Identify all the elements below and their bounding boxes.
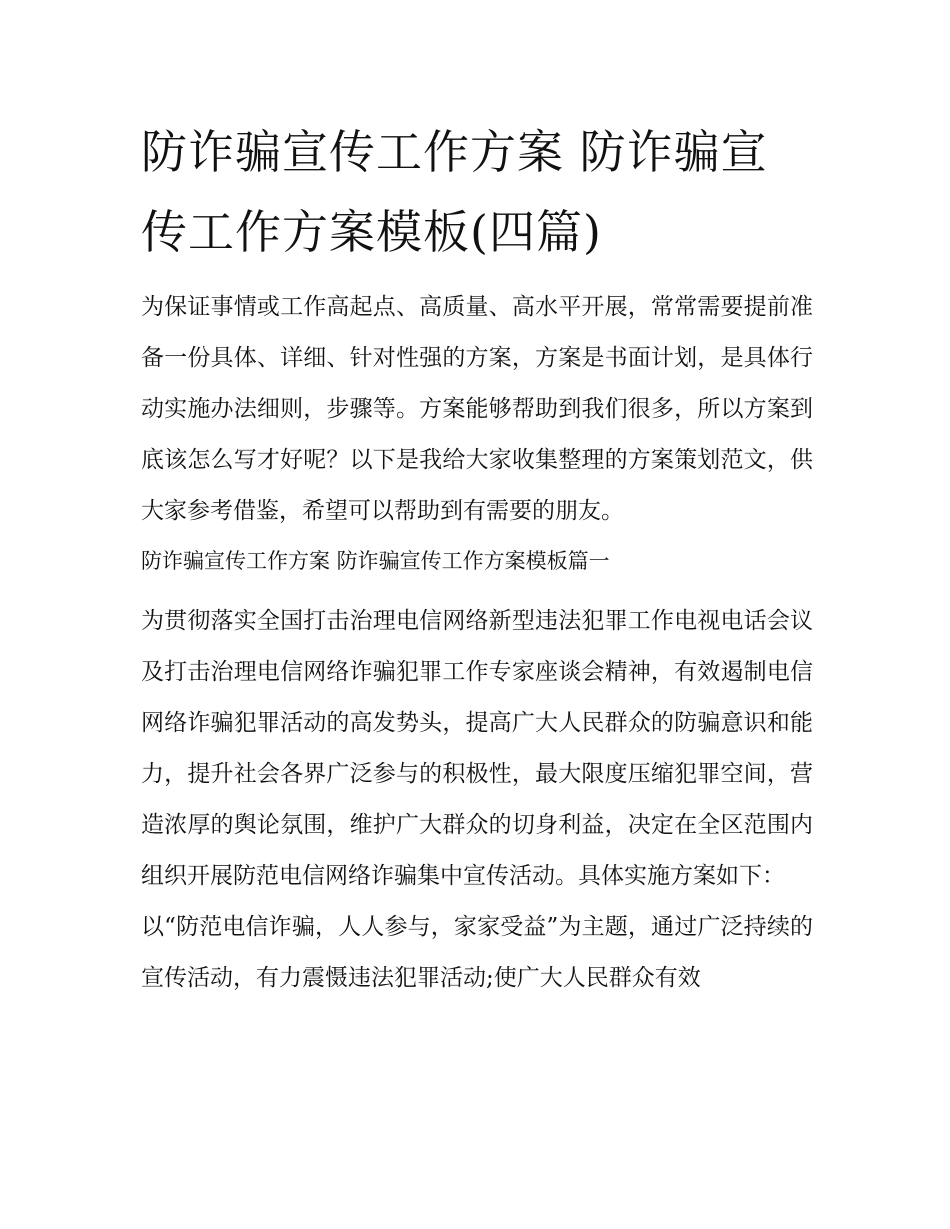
document-title: 防诈骗宣传工作方案 防诈骗宣传工作方案模板(四篇) — [141, 125, 768, 259]
document-body — [141, 112, 813, 1004]
section-heading: 防诈骗宣传工作方案 防诈骗宣传工作方案模板篇一 — [141, 549, 610, 573]
body-paragraph-1: 为贯彻落实全国打击治理电信网络新型违法犯罪工作电视电话会议及打击治理电信网络诈骗犯罪工作专家座谈会精神，有效遏制电信网络诈骗犯罪活动的高发势头，提高广大人民群众的防骗意识和能力，提升社会各界广泛参与的积极性，最大限度压缩犯罪空间，营造浓厚的舆论氛围，维护广大群众的切身利益，决定在全区范围内组织开展防范电信网络诈骗集中宣传活动。具体实施方案如下： — [141, 608, 813, 889]
intro-paragraph: 为保证事情或工作高起点、高质量、高水平开展，常常需要提前准备一份具体、详细、针对性强的方案，方案是书面计划，是具体行动实施办法细则，步骤等。方案能够帮助到我们很多，所以方案到底该怎么写才好呢？以下是我给大家收集整理的方案策划范文，供大家参考借鉴，希望可以帮助到有需要的朋友。 — [141, 294, 813, 524]
body-paragraph-2: 以“防范电信诈骗，人人参与，家家受益”为主题，通过广泛持续的宣传活动，有力震慑违法犯罪活动;使广大人民群众有效 — [141, 914, 813, 991]
